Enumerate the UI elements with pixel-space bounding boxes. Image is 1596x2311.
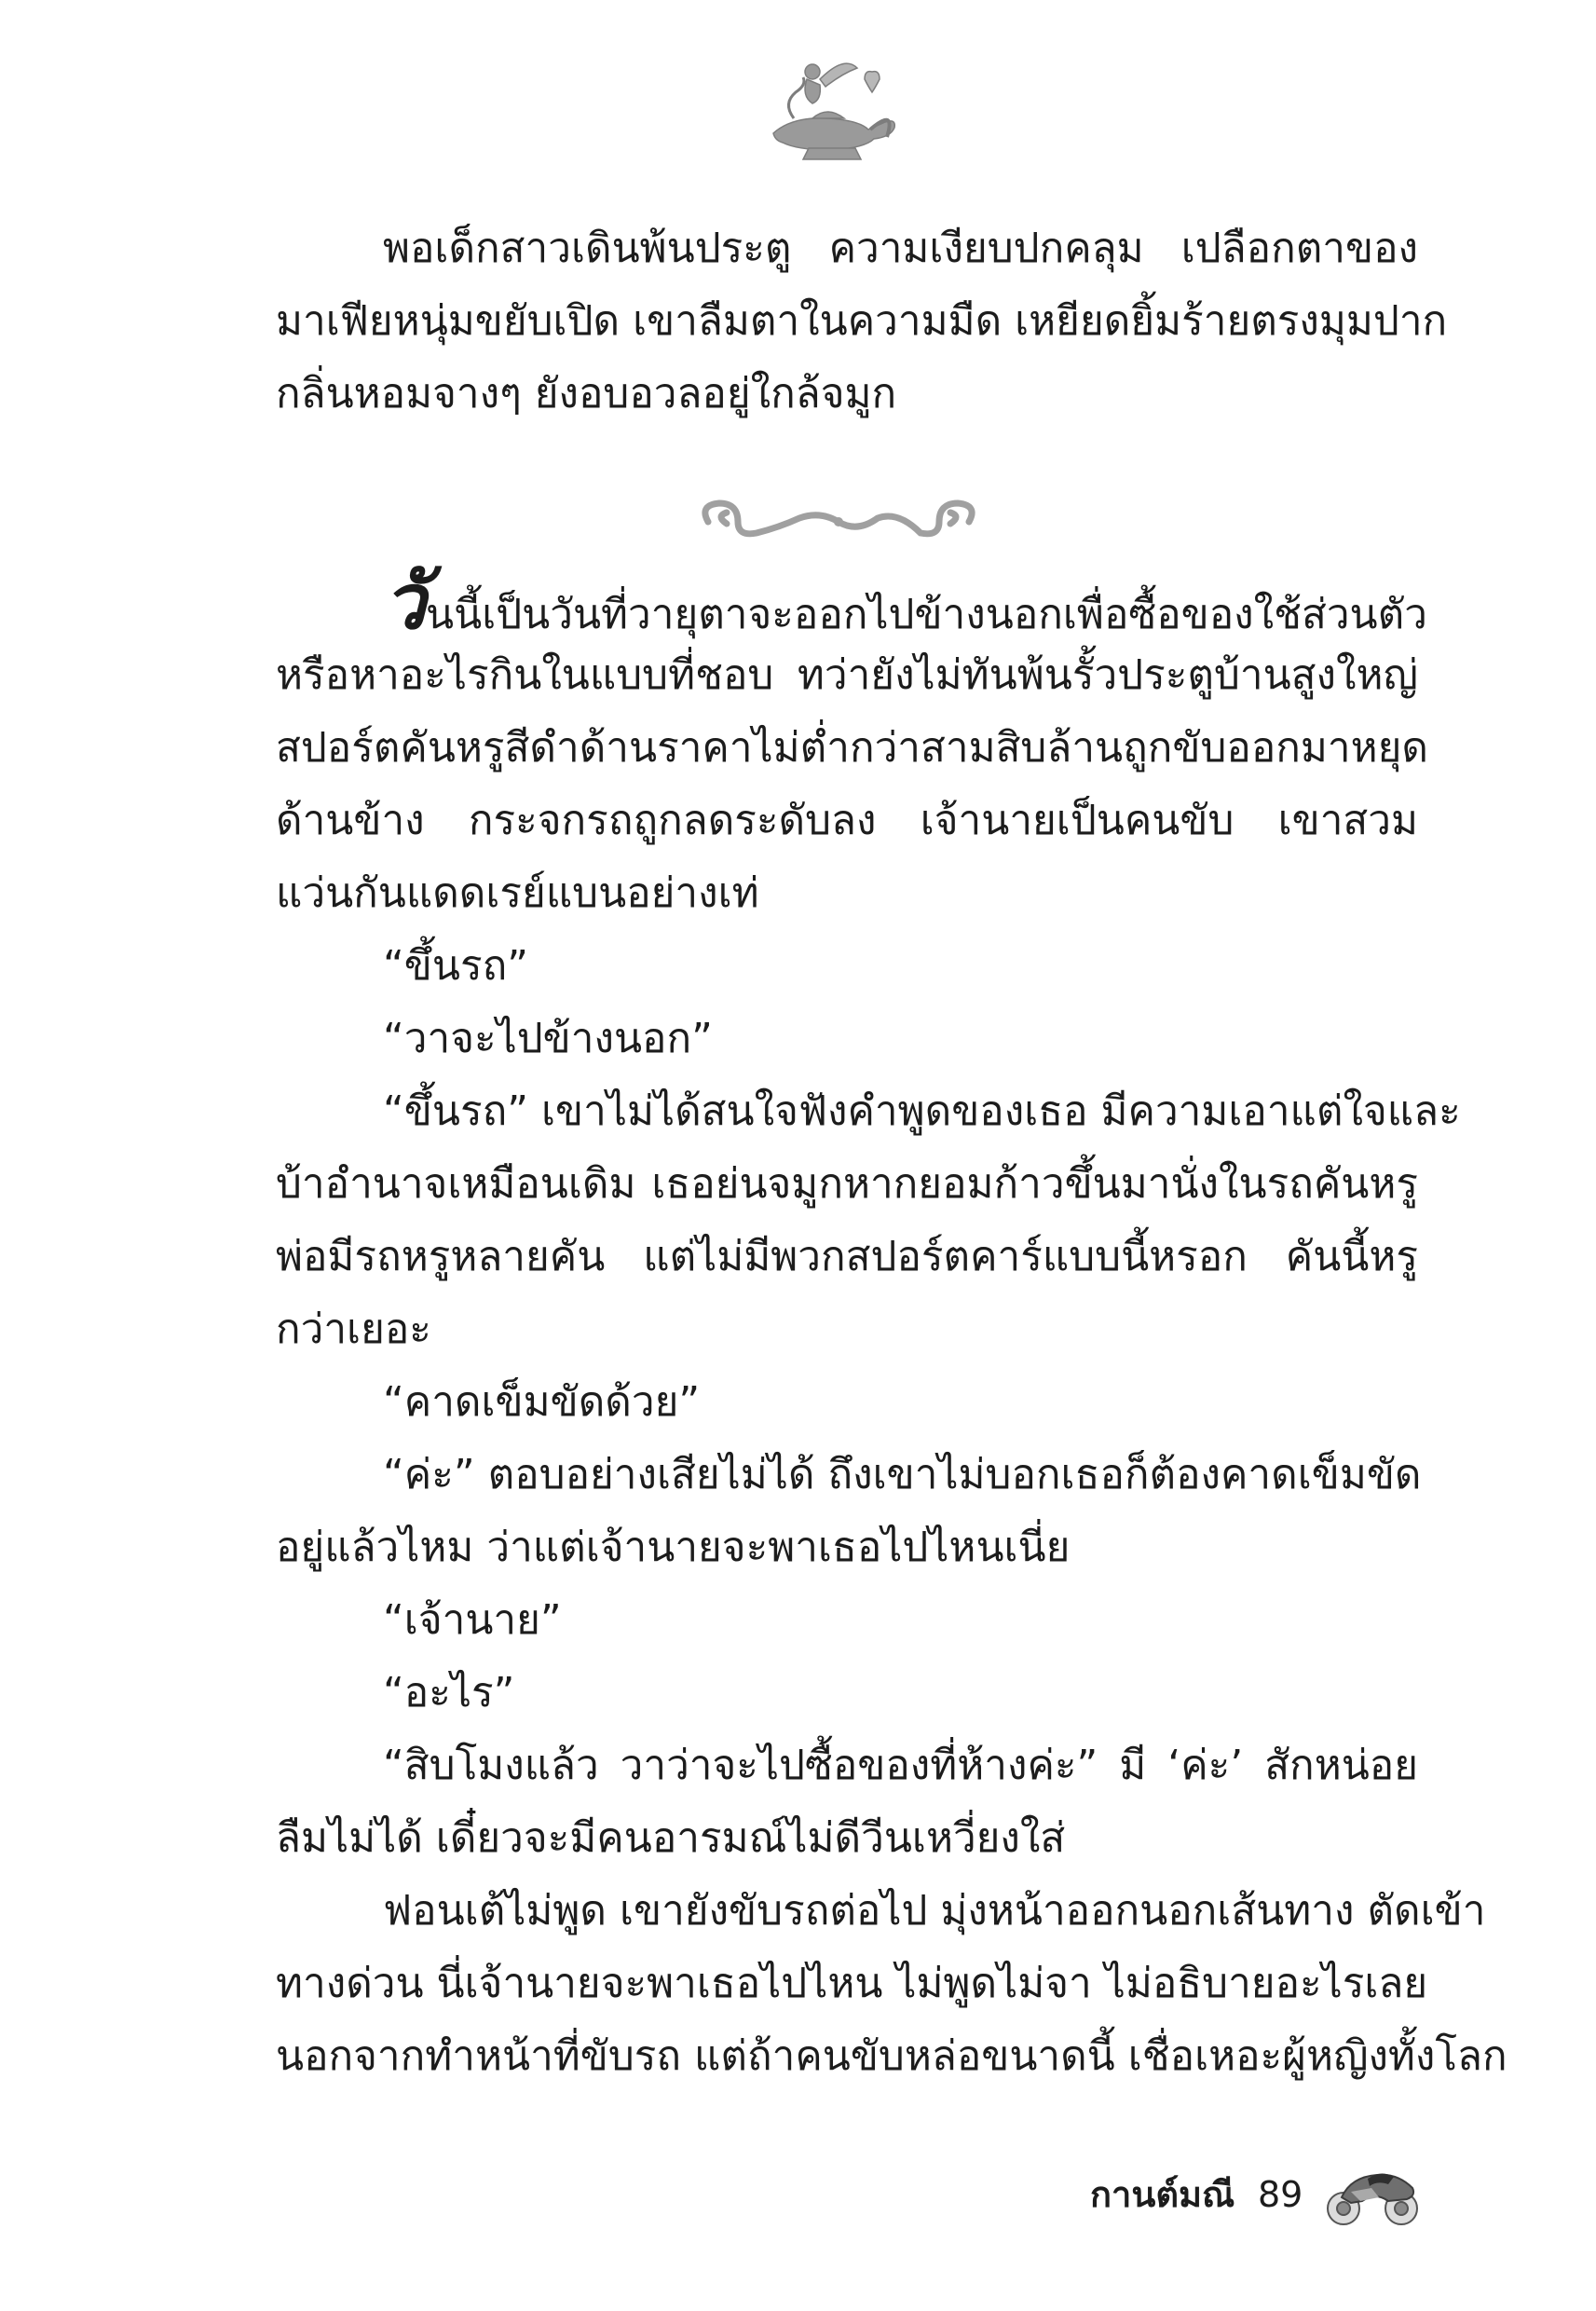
author-name: กานต์มณี <box>1090 2174 1235 2215</box>
paragraph-line: หรือหาอะไรกินในแบบที่ชอบ ทว่ายังไม่ทันพ้นรั้วประตูบ้านสูงใหญ่ <box>276 651 1418 699</box>
dialogue-line: “อะไร” <box>383 1669 515 1716</box>
dialogue-line: “วาจะไปข้างนอก” <box>383 1015 713 1062</box>
paragraph-first-line <box>276 558 1427 647</box>
scroll-flourish-icon <box>689 485 988 550</box>
dialogue-line: “ขึ้นรถ” <box>383 942 529 990</box>
paragraph-line: ฟอนเต้ไม่พูด เขายังขับรถต่อไป มุ่งหน้าออกนอกเส้นทาง ตัดเข้า <box>383 1887 1486 1935</box>
paragraph-line: แว่นกันแดดเรย์แบนอย่างเท่ <box>276 869 759 917</box>
first-line-text: นนี้เป็นวันที่วายุตาจะออกไปข้างนอกเพื่อซื้อของใช้ส่วนตัว <box>426 591 1427 638</box>
paragraph-line: กลิ่นหอมจางๆ ยังอบอวลอยู่ใกล้จมูก <box>276 370 897 417</box>
genie-lamp-cherub-icon <box>755 51 904 168</box>
paragraph-line: พอเด็กสาวเดินพ้นประตู ความเงียบปกคลุม เปลือกตาของ <box>383 225 1418 272</box>
paragraph-line: มาเฟียหนุ่มขยับเปิด เขาลืมตาในความมืด เหยียดยิ้มร้ายตรงมุมปาก <box>276 297 1448 345</box>
paragraph-line: “ขึ้นรถ” เขาไม่ได้สนใจฟังคำพูดของเธอ มีความเอาแต่ใจและ <box>383 1087 1461 1135</box>
paragraph-line: ด้านข้าง กระจกรถถูกลดระดับลง เจ้านายเป็นคนขับ เขาสวม <box>276 797 1418 844</box>
dialogue-line: “เจ้านาย” <box>383 1596 562 1644</box>
paragraph-line: พ่อมีรถหรูหลายคัน แต่ไม่มีพวกสปอร์ตคาร์แบบนี้หรอก คันนี้หรู <box>276 1233 1418 1280</box>
paragraph-line: สปอร์ตคันหรูสีดำด้านราคาไม่ต่ำกว่าสามสิบล้านถูกขับออกมาหยุด <box>276 724 1428 772</box>
paragraph-line: ลืมไม่ได้ เดี๋ยวจะมีคนอารมณ์ไม่ดีวีนเหวี่ยงใส่ <box>276 1814 1066 1862</box>
section-1-text <box>276 212 1448 431</box>
section-2-text <box>276 558 1507 2093</box>
dialogue-line: “คาดเข็มขัดด้วย” <box>383 1378 701 1426</box>
motorcycle-icon <box>1323 2160 1421 2230</box>
paragraph-line: นอกจากทำหน้าที่ขับรถ แต่ถ้าคนขับหล่อขนาดนี้ เชื่อเหอะผู้หญิงทั้งโลก <box>276 2032 1507 2080</box>
paragraph-line: อยู่แล้วไหม ว่าแต่เจ้านายจะพาเธอไปไหนเนี่ย <box>276 1524 1071 1571</box>
paragraph-line: “ค่ะ” ตอบอย่างเสียไม่ได้ ถึงเขาไม่บอกเธอก็ต้องคาดเข็มขัด <box>383 1451 1422 1498</box>
paragraph-line: บ้าอำนาจเหมือนเดิม เธอย่นจมูกหากยอมก้าวขึ้นมานั่งในรถคันหรู <box>276 1160 1418 1208</box>
paragraph-line: “สิบโมงแล้ว วาว่าจะไปซื้อของที่ห้างค่ะ” มี ‘ค่ะ’ สักหน่อย <box>383 1742 1418 1789</box>
drop-cap: วั <box>383 558 427 647</box>
paragraph-line: ทางด่วน นี่เจ้านายจะพาเธอไปไหน ไม่พูดไม่จา ไม่อธิบายอะไรเลย <box>276 1960 1428 2007</box>
paragraph-line: กว่าเยอะ <box>276 1306 431 1353</box>
page-number: 89 <box>1258 2174 1303 2215</box>
page-footer <box>1090 2153 1444 2236</box>
